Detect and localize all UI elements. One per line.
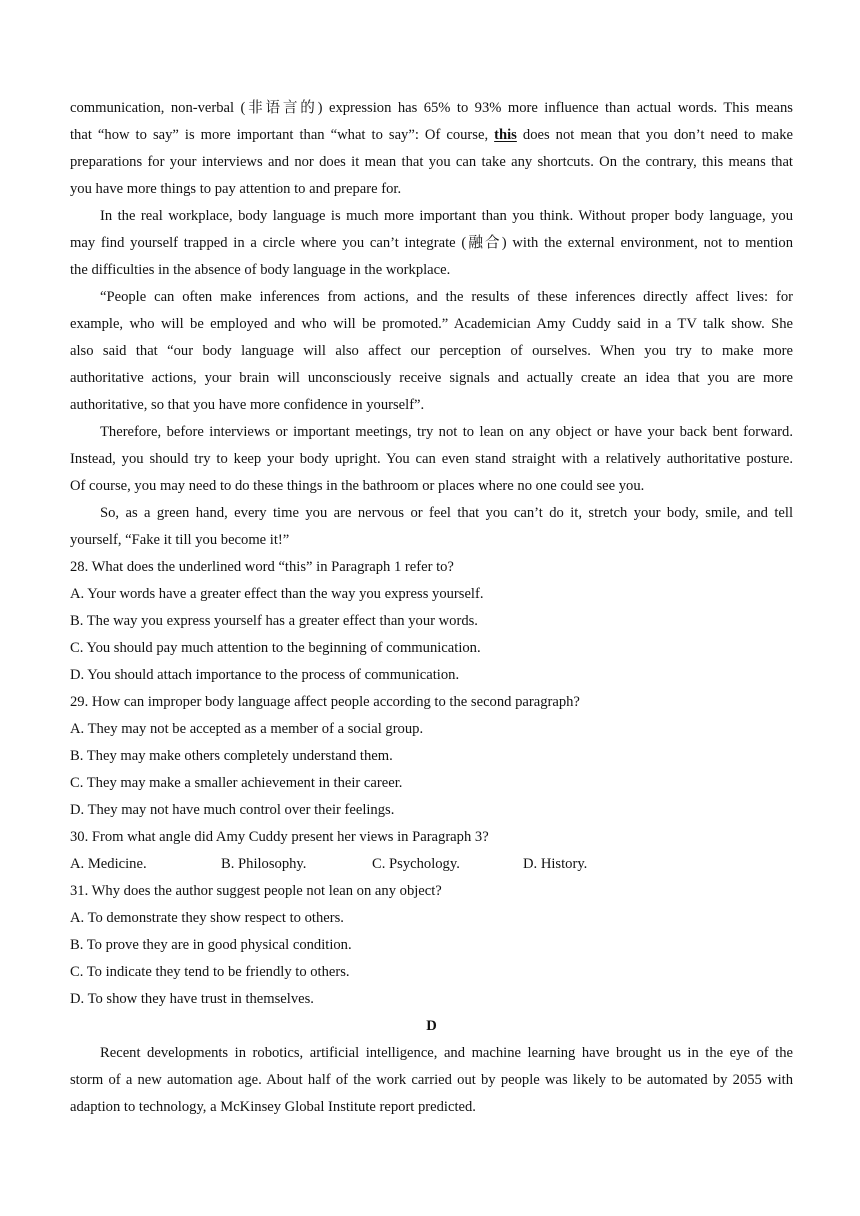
passage-d-p1-line-2: storm of a new automation age. About half of the work carried out by people was likely to be automated by 2055 with [70,1072,793,1088]
question-28-stem: 28. What does the underlined word “this” in Paragraph 1 refer to? [70,559,454,575]
passage-c-p1-line-2 [70,122,793,149]
p1-line-2-after: does not mean that you don’t need to make [516,127,793,143]
underlined-word-this: this [494,127,517,143]
question-30-option-c: C. Psychology. [372,856,460,872]
passage-c-p3-line-3: also said that “our body language will also affect our perception of ourselves. When you try to make more [70,343,793,359]
passage-c-p1-line-3: preparations for your interviews and nor does it mean that you can take any shortcuts. On the contrary, this means that [70,154,793,170]
passage-c-p3-line-5: authoritative, so that you have more confidence in yourself”. [70,397,425,413]
p1-line-2-before: that “how to say” is more important than “what to say”: Of course, [70,127,495,143]
document-page [70,95,793,1121]
question-29-option-d: D. They may not have much control over their feelings. [70,802,395,818]
question-28-option-b: B. The way you express yourself has a greater effect than your words. [70,613,478,629]
passage-c-p2-line-3: the difficulties in the absence of body language in the workplace. [70,262,451,278]
passage-c-p3-line-4: authoritative actions, your brain will unconsciously receive signals and actually create an idea that you are more [70,370,793,386]
question-28-option-c: C. You should pay much attention to the beginning of communication. [70,640,481,656]
passage-d-p1-line-1: Recent developments in robotics, artificial intelligence, and machine learning have brought us in the eye of the [100,1045,793,1061]
passage-c-p3-line-2: example, who will be employed and who will be promoted.” Academician Amy Cuddy said in a TV talk show. She [70,316,793,332]
question-30-option-a: A. Medicine. [70,856,147,872]
passage-c-p5-line-2: yourself, “Fake it till you become it!” [70,532,290,548]
question-28-option-d: D. You should attach importance to the process of communication. [70,667,460,683]
question-29-option-b: B. They may make others completely understand them. [70,748,393,764]
passage-d-p1-line-3: adaption to technology, a McKinsey Global Institute report predicted. [70,1099,476,1115]
passage-c-p3-line-1: “People can often make inferences from actions, and the results of these inferences directly affect lives: for [100,289,793,305]
question-30-option-d: D. History. [523,856,588,872]
question-31-option-d: D. To show they have trust in themselves. [70,991,314,1007]
question-31-option-a: A. To demonstrate they show respect to others. [70,910,344,926]
question-29-option-c: C. They may make a smaller achievement in their career. [70,775,403,791]
passage-c-p4-line-1: Therefore, before interviews or important meetings, try not to lean on any object or have your back bent forward. [100,424,793,440]
question-30-stem: 30. From what angle did Amy Cuddy present her views in Paragraph 3? [70,829,489,845]
question-30-option-b: B. Philosophy. [221,856,307,872]
passage-c-p5-line-1: So, as a green hand, every time you are nervous or feel that you can’t do it, stretch your body, smile, and tell [100,505,793,521]
question-31-stem: 31. Why does the author suggest people not lean on any object? [70,883,442,899]
question-31-option-c: C. To indicate they tend to be friendly to others. [70,964,350,980]
question-28-option-a: A. Your words have a greater effect than the way you express yourself. [70,586,484,602]
passage-c-p1-line-1: communication, non-verbal (非语言的) expression has 65% to 93% more influence than actual words. This means [70,100,793,116]
passage-c-p4-line-3: Of course, you may need to do these things in the bathroom or places where no one could see you. [70,478,645,494]
passage-c-p2-line-2: may find yourself trapped in a circle where you can’t integrate (融合) with the external environment, not to mention [70,235,793,251]
question-31-option-b: B. To prove they are in good physical condition. [70,937,352,953]
passage-c-p4-line-2: Instead, you should try to keep your body upright. You can even stand straight with a relatively authoritative posture. [70,451,793,467]
passage-c-p2-line-1: In the real workplace, body language is much more important than you think. Without proper body language, you [100,208,793,224]
question-29-option-a: A. They may not be accepted as a member of a social group. [70,721,424,737]
passage-c-p1-line-4: you have more things to pay attention to and prepare for. [70,181,402,197]
question-30-options [70,851,793,878]
passage-d-heading: D [426,1018,437,1034]
question-29-stem: 29. How can improper body language affect people according to the second paragraph? [70,694,580,710]
